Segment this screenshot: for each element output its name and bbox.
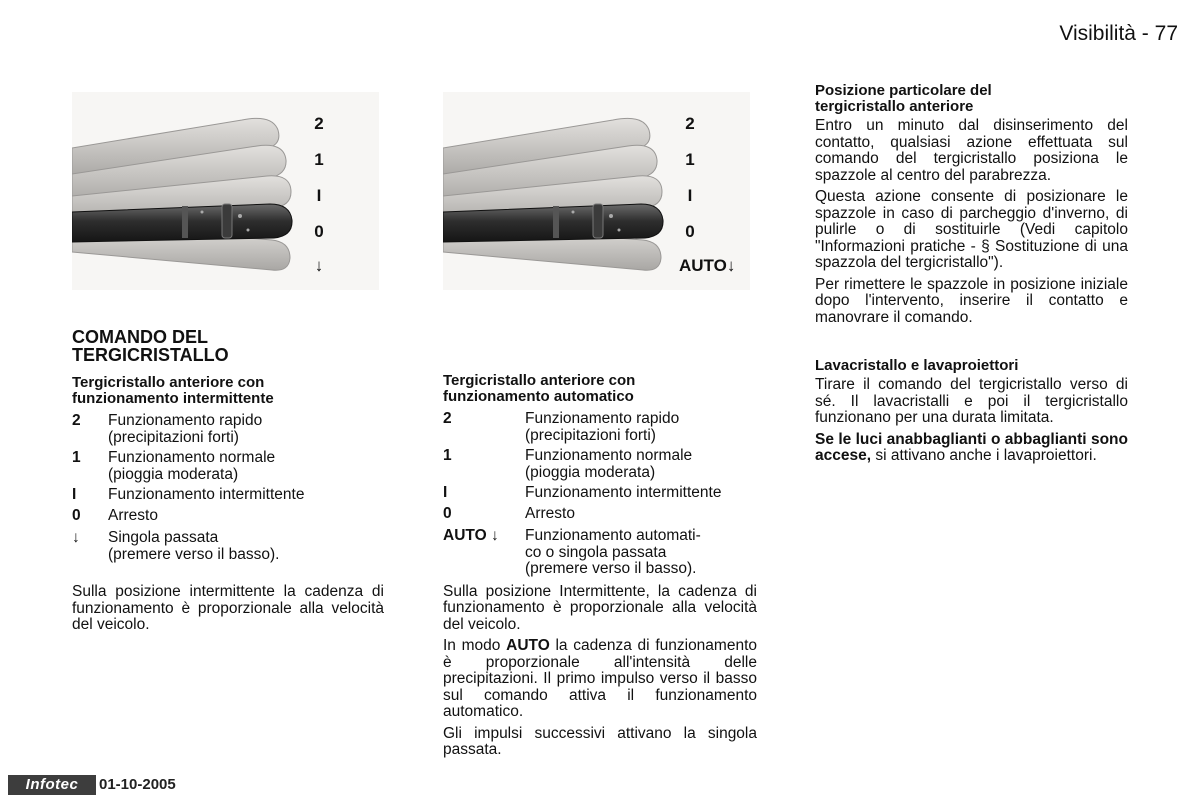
note-text: la cadenza di funzionamento è proporzionale all'intensità delle precipitazioni. Il primo impulso verso il basso sul comando attiva il funzionamento automatico. (443, 637, 758, 720)
item-text: Funzionamento intermittente (108, 486, 305, 503)
paragraph-warning (815, 432, 1128, 465)
item-key: 2 (72, 412, 81, 429)
subtitle: Lavacristallo e lavaproiettori (815, 357, 1019, 374)
warning-bold-text: Se le luci anabbaglianti o abbaglianti sono accese, (815, 430, 1128, 464)
item-text-line: Singola passata (108, 529, 219, 546)
list-item (72, 413, 384, 446)
item-text (108, 413, 262, 446)
list-item (443, 448, 757, 481)
item-text-line: Funzionamento rapido (525, 410, 680, 427)
section-title-line: TERGICRISTALLO (72, 345, 229, 365)
item-text (108, 530, 279, 563)
column-details (815, 83, 1128, 465)
paragraph: Questa azione consente di posizionare le spazzole in caso di parcheggio d'inverno, di pulirle o di sostituirle (Vedi capitolo "Informazioni pratiche - § Sostituzione di una spazzola del tergicristallo"). (815, 188, 1128, 271)
subtitle (815, 83, 1128, 115)
note-paragraph: Sulla posizione intermittente la cadenza di funzionamento è proporzionale alla velocità del veicolo. (72, 583, 384, 633)
item-text (525, 528, 701, 578)
item-text-line: (precipitazioni forti) (108, 428, 239, 446)
item-text-line: (pioggia moderata) (108, 465, 239, 483)
item-text-line: co o singola passata (525, 543, 667, 561)
item-key: I (443, 484, 448, 501)
subtitle-line: Posizione particolare del (815, 82, 992, 99)
subtitle-line: funzionamento intermittente (72, 390, 274, 407)
position-label-intermittent: I (316, 186, 322, 205)
wiper-stalk-figure-intermittent (72, 92, 379, 290)
down-arrow-icon: ↓ (72, 529, 80, 546)
item-text-line: (premere verso il basso). (525, 560, 697, 577)
paragraph: Per rimettere le spazzole in posizione iniziale dopo l'intervento, inserire il contatto e manovrare il comando. (815, 275, 1128, 326)
item-text-line: (pioggia moderata) (525, 463, 656, 481)
position-label-intermittent: I (687, 186, 693, 205)
footer-date: 01-10-2005 (99, 776, 176, 793)
warning-text: si attivano anche i lavaproiettori. (871, 447, 1097, 464)
section-title (72, 328, 384, 364)
item-text (108, 450, 275, 483)
item-text-line: (precipitazioni forti) (525, 426, 656, 444)
wiper-stalk-figure-automatic (443, 92, 750, 290)
page-header: Visibilità - 77 (1059, 22, 1178, 45)
position-label-0: 0 (685, 222, 695, 241)
position-label-0: 0 (314, 222, 324, 241)
position-label-down-arrow: ↓ (314, 256, 324, 275)
position-label-auto: AUTO↓ (679, 256, 736, 275)
list-item (72, 450, 384, 483)
item-key: 1 (443, 447, 452, 464)
paragraph: Tirare il comando del tergicristallo verso di sé. Il lavacristalli e poi il tergicristallo funzionano per una durata limitata. (815, 376, 1128, 426)
subtitle (443, 373, 757, 405)
column-intermittent (72, 328, 384, 634)
note-paragraph-auto (443, 638, 757, 721)
item-text: Funzionamento intermittente (525, 484, 722, 501)
list-item (72, 508, 384, 525)
item-key: 2 (443, 410, 452, 427)
note-paragraph: Sulla posizione Intermittente, la cadenza di funzionamento è proporzionale alla velocità del veicolo. (443, 582, 757, 633)
position-label-2: 2 (314, 114, 324, 133)
position-label-1: 1 (685, 150, 695, 169)
publisher-logo: Infotec (8, 775, 96, 795)
subtitle (72, 375, 384, 407)
item-text-line: (premere verso il basso). (108, 545, 280, 563)
subtitle-line: Tergicristallo anteriore con (72, 374, 265, 391)
list-item-auto (443, 528, 757, 578)
list-item (443, 506, 757, 523)
list-item (72, 530, 384, 563)
item-key: 0 (443, 504, 452, 522)
position-label-2: 2 (685, 114, 695, 133)
subtitle-line: funzionamento automatico (443, 388, 634, 405)
section-title-line: COMANDO DEL (72, 327, 208, 347)
list-item (72, 487, 384, 504)
auto-key: AUTO ↓ (443, 527, 499, 544)
list-item (443, 411, 757, 444)
item-key: I (72, 486, 77, 503)
item-key: 1 (72, 449, 81, 466)
column-automatic (443, 373, 757, 759)
note-bold-text: AUTO (506, 637, 550, 654)
item-key: 0 (72, 506, 81, 524)
item-text-line: Funzionamento rapido (108, 412, 263, 429)
item-text: Arresto (108, 506, 158, 524)
subtitle-line: Tergicristallo anteriore con (443, 372, 636, 389)
item-text (525, 448, 692, 481)
subtitle-line: tergicristallo anteriore (815, 98, 974, 115)
list-item (443, 485, 757, 502)
paragraph: Entro un minuto dal disinserimento del contatto, qualsiasi azione effettuata sul comando del tergicristallo posiziona le spazzole al centro del parabrezza. (815, 117, 1128, 184)
item-text-line: Funzionamento normale (525, 447, 693, 464)
item-text (525, 411, 679, 444)
position-label-1: 1 (314, 150, 324, 169)
item-text-line: Funzionamento automati- (525, 527, 701, 544)
note-text: In modo (443, 637, 507, 654)
note-paragraph: Gli impulsi successivi attivano la singola passata. (443, 724, 757, 758)
item-text-line: Funzionamento normale (108, 449, 276, 466)
item-text: Arresto (525, 504, 575, 522)
